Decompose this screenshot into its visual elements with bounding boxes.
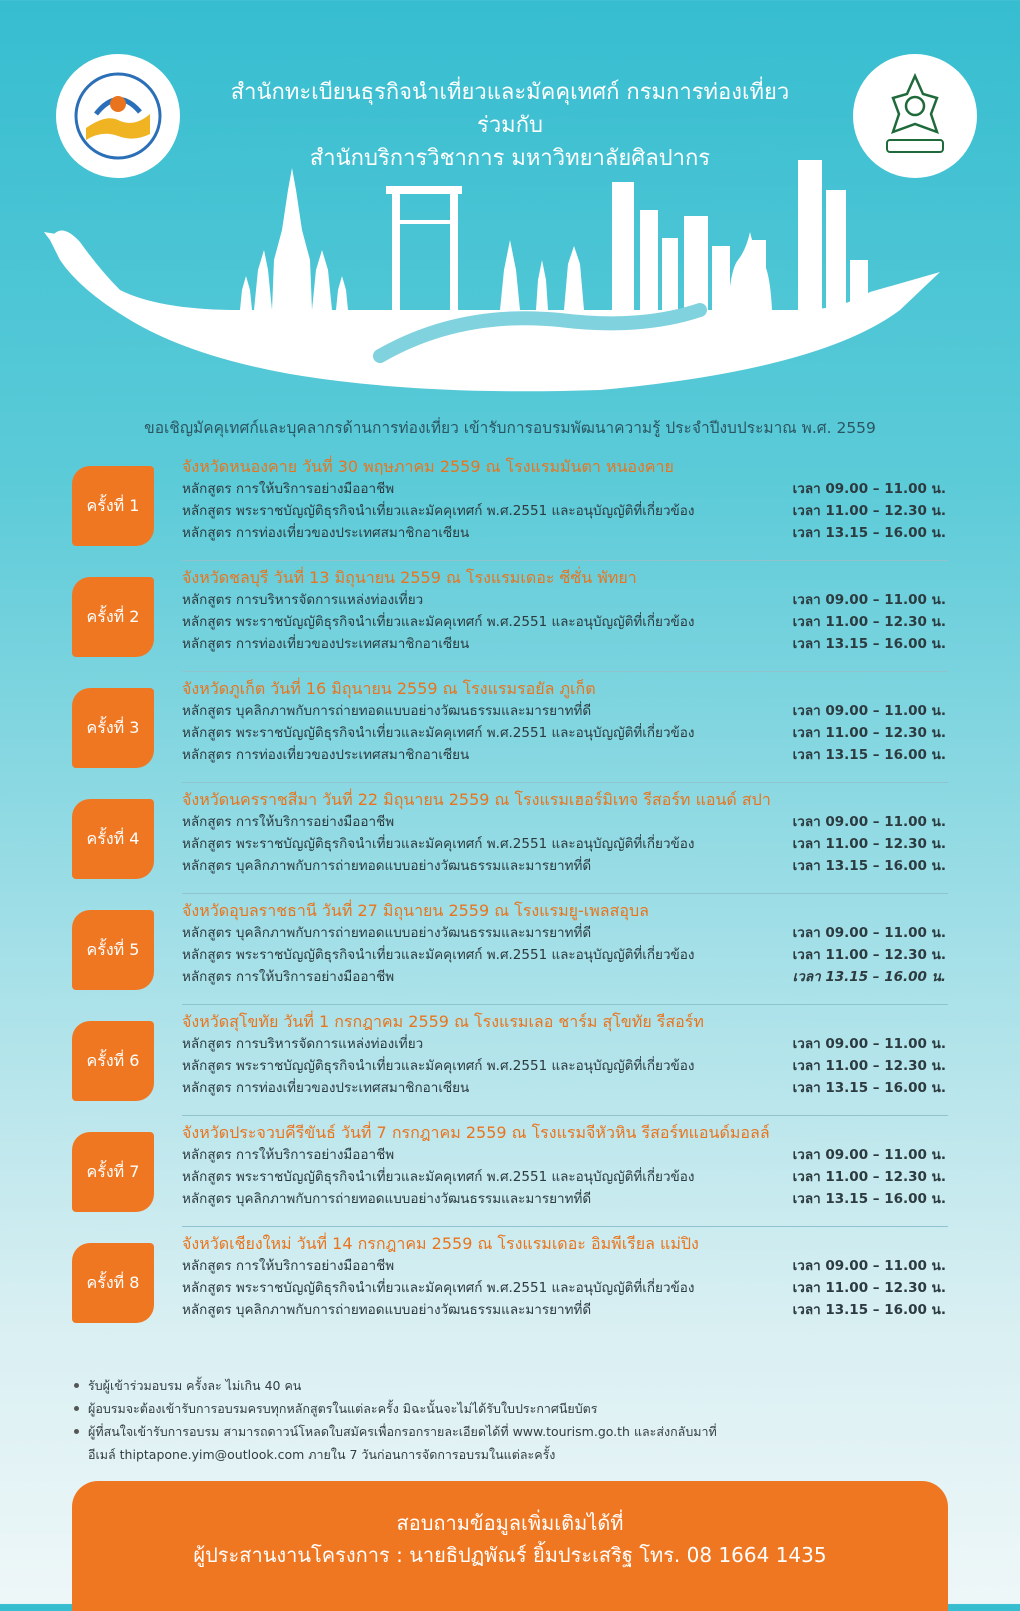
course-name: หลักสูตร พระราชบัญญัติธุรกิจนำเที่ยวและมัคคุเทศก์ พ.ศ.2551 และอนุบัญญัติที่เกี่ยวข้อง <box>182 1169 695 1185</box>
course-name: หลักสูตร พระราชบัญญัติธุรกิจนำเที่ยวและมัคคุเทศก์ พ.ศ.2551 และอนุบัญญัติที่เกี่ยวข้อง <box>182 725 695 741</box>
session-divider <box>182 1115 948 1116</box>
course-name: หลักสูตร พระราชบัญญัติธุรกิจนำเที่ยวและมัคคุเทศก์ พ.ศ.2551 และอนุบัญญัติที่เกี่ยวข้อง <box>182 947 695 963</box>
course-name: หลักสูตร การท่องเที่ยวของประเทศสมาชิกอาเซียน <box>182 747 470 763</box>
session-divider <box>182 1004 948 1005</box>
course-name: หลักสูตร การให้บริการอย่างมืออาชีพ <box>182 481 395 497</box>
course-time: เวลา 09.00 – 11.00 น. <box>792 481 946 497</box>
course-time: เวลา 11.00 – 12.30 น. <box>792 1058 946 1074</box>
session-heading: จังหวัดภูเก็ต วันที่ 16 มิถุนายน 2559 ณ โรงแรมรอยัล ภูเก็ต <box>182 679 596 698</box>
session-divider <box>182 893 948 894</box>
course-name: หลักสูตร พระราชบัญญัติธุรกิจนำเที่ยวและมัคคุเทศก์ พ.ศ.2551 และอนุบัญญัติที่เกี่ยวข้อง <box>182 503 695 519</box>
course-name: หลักสูตร การให้บริการอย่างมืออาชีพ <box>182 1147 395 1163</box>
session-5 <box>0 900 1020 1011</box>
session-divider <box>182 1226 948 1227</box>
session-badge: ครั้งที่ 5 <box>72 910 154 990</box>
course-time: เวลา 09.00 – 11.00 น. <box>792 1258 946 1274</box>
header-title-line-2: ร่วมกับ <box>477 113 543 138</box>
session-badge: ครั้งที่ 7 <box>72 1132 154 1212</box>
session-divider <box>182 671 948 672</box>
course-name: หลักสูตร พระราชบัญญัติธุรกิจนำเที่ยวและมัคคุเทศก์ พ.ศ.2551 และอนุบัญญัติที่เกี่ยวข้อง <box>182 836 695 852</box>
session-6 <box>0 1011 1020 1122</box>
session-badge: ครั้งที่ 4 <box>72 799 154 879</box>
session-heading: จังหวัดประจวบคีรีขันธ์ วันที่ 7 กรกฎาคม 2559 ณ โรงแรมจีหัวหิน รีสอร์ทแอนด์มอลล์ <box>182 1123 770 1142</box>
session-badge: ครั้งที่ 2 <box>72 577 154 657</box>
session-heading: จังหวัดสุโขทัย วันที่ 1 กรกฎาคม 2559 ณ โรงแรมเลอ ชาร์ม สุโขทัย รีสอร์ท <box>182 1012 704 1031</box>
course-time: เวลา 11.00 – 12.30 น. <box>792 1280 946 1296</box>
course-time: เวลา 13.15 – 16.00 น. <box>792 1080 946 1096</box>
course-time: เวลา 09.00 – 11.00 น. <box>792 925 946 941</box>
course-name: หลักสูตร การให้บริการอย่างมืออาชีพ <box>182 814 395 830</box>
session-badge: ครั้งที่ 1 <box>72 466 154 546</box>
course-time: เวลา 11.00 – 12.30 น. <box>792 503 946 519</box>
session-4 <box>0 789 1020 900</box>
header-title-line-1: สำนักทะเบียนธุรกิจนำเที่ยวและมัคคุเทศก์ กรมการท่องเที่ยว <box>230 80 790 105</box>
course-name: หลักสูตร การให้บริการอย่างมืออาชีพ <box>182 969 395 985</box>
session-divider <box>182 560 948 561</box>
course-time: เวลา 09.00 – 11.00 น. <box>792 1147 946 1163</box>
course-name: หลักสูตร พระราชบัญญัติธุรกิจนำเที่ยวและมัคคุเทศก์ พ.ศ.2551 และอนุบัญญัติที่เกี่ยวข้อง <box>182 614 695 630</box>
course-time: เวลา 13.15 – 16.00 น. <box>792 636 946 652</box>
course-time: เวลา 09.00 – 11.00 น. <box>792 1036 946 1052</box>
course-name: หลักสูตร บุคลิกภาพกับการถ่ายทอดแบบอย่างวัฒนธรรมและมารยาทที่ดี <box>182 1191 592 1207</box>
course-name: หลักสูตร พระราชบัญญัติธุรกิจนำเที่ยวและมัคคุเทศก์ พ.ศ.2551 และอนุบัญญัติที่เกี่ยวข้อง <box>182 1280 695 1296</box>
bangkok-skyline-illustration <box>40 160 980 400</box>
header-title-line-3: สำนักบริการวิชาการ มหาวิทยาลัยศิลปากร <box>309 146 711 171</box>
contact-heading: สอบถามข้อมูลเพิ่มเติมได้ที่ <box>396 1511 624 1535</box>
session-8 <box>0 1233 1020 1344</box>
contact-coordinator: ผู้ประสานงานโครงการ : นายธิปฏพัณร์ ยิ้มประเสริฐ โทร. 08 1664 1435 <box>193 1543 827 1567</box>
session-heading: จังหวัดหนองคาย วันที่ 30 พฤษภาคม 2559 ณ โรงแรมมันตา หนองคาย <box>182 457 674 476</box>
course-name: หลักสูตร บุคลิกภาพกับการถ่ายทอดแบบอย่างวัฒนธรรมและมารยาทที่ดี <box>182 1302 592 1318</box>
session-1 <box>0 456 1020 567</box>
course-name: หลักสูตร บุคลิกภาพกับการถ่ายทอดแบบอย่างวัฒนธรรมและมารยาทที่ดี <box>182 925 592 941</box>
course-name: หลักสูตร พระราชบัญญัติธุรกิจนำเที่ยวและมัคคุเทศก์ พ.ศ.2551 และอนุบัญญัติที่เกี่ยวข้อง <box>182 1058 695 1074</box>
intro-text: ขอเชิญมัคคุเทศก์และบุคลากรด้านการท่องเที่ยว เข้ารับการอบรมพัฒนาความรู้ ประจำปีงบประมาณ พ.ศ. 2559 <box>144 419 876 437</box>
session-heading: จังหวัดนครราชสีมา วันที่ 22 มิถุนายน 2559 ณ โรงแรมเฮอร์มิเทจ รีสอร์ท แอนด์ สปา <box>182 790 771 809</box>
note-item: รับผู้เข้าร่วมอบรม ครั้งละ ไม่เกิน 40 คน <box>74 1374 717 1397</box>
session-badge: ครั้งที่ 3 <box>72 688 154 768</box>
course-time: เวลา 13.15 – 16.00 น. <box>792 1302 946 1318</box>
session-2 <box>0 567 1020 678</box>
course-time: เวลา 09.00 – 11.00 น. <box>792 703 946 719</box>
course-time: เวลา 11.00 – 12.30 น. <box>792 725 946 741</box>
course-name: หลักสูตร การบริหารจัดการแหล่งท่องเที่ยว <box>182 592 424 608</box>
session-heading: จังหวัดอุบลราชธานี วันที่ 27 มิถุนายน 2559 ณ โรงแรมยู-เพลสอุบล <box>182 901 649 920</box>
course-name: หลักสูตร การให้บริการอย่างมืออาชีพ <box>182 1258 395 1274</box>
course-name: หลักสูตร การท่องเที่ยวของประเทศสมาชิกอาเซียน <box>182 636 470 652</box>
note-item-continued: อีเมล์ thiptapone.yim@outlook.com ภายใน 7 วันก่อนการจัดการอบรมในแต่ละครั้ง <box>88 1447 556 1462</box>
course-time: เวลา 09.00 – 11.00 น. <box>792 592 946 608</box>
note-item: ผู้อบรมจะต้องเข้ารับการอบรมครบทุกหลักสูตรในแต่ละครั้ง มิฉะนั้นจะไม่ได้รับใบประกาศนียบัตร <box>74 1397 717 1420</box>
course-time: เวลา 11.00 – 12.30 น. <box>792 947 946 963</box>
session-divider <box>182 782 948 783</box>
course-time: เวลา 13.15 – 16.00 น. <box>792 525 946 541</box>
course-time: เวลา 11.00 – 12.30 น. <box>792 1169 946 1185</box>
session-heading: จังหวัดเชียงใหม่ วันที่ 14 กรกฎาคม 2559 ณ โรงแรมเดอะ อิมพีเรียล แม่ปิง <box>182 1234 699 1253</box>
course-time: เวลา 09.00 – 11.00 น. <box>792 814 946 830</box>
course-time: เวลา 13.15 – 16.00 น. <box>792 858 946 874</box>
course-time: เวลา 11.00 – 12.30 น. <box>792 614 946 630</box>
course-time: เวลา 13.15 – 16.00 น. <box>792 747 946 763</box>
session-7 <box>0 1122 1020 1233</box>
course-name: หลักสูตร บุคลิกภาพกับการถ่ายทอดแบบอย่างวัฒนธรรมและมารยาทที่ดี <box>182 703 592 719</box>
course-time: เวลา 11.00 – 12.30 น. <box>792 836 946 852</box>
session-badge: ครั้งที่ 8 <box>72 1243 154 1323</box>
note-item: ผู้ที่สนใจเข้ารับการอบรม สามารถดาวน์โหลดใบสมัครเพื่อกรอกรายละเอียดได้ที่ www.tourism.go.th และส่งกลับมาที่ <box>74 1420 717 1443</box>
course-name: หลักสูตร บุคลิกภาพกับการถ่ายทอดแบบอย่างวัฒนธรรมและมารยาทที่ดี <box>182 858 592 874</box>
session-3 <box>0 678 1020 789</box>
notes-list <box>74 1374 717 1466</box>
course-time: เวลา 13.15 – 16.00 น. <box>792 969 946 985</box>
course-time: เวลา 13.15 – 16.00 น. <box>792 1191 946 1207</box>
course-name: หลักสูตร การท่องเที่ยวของประเทศสมาชิกอาเซียน <box>182 1080 470 1096</box>
session-badge: ครั้งที่ 6 <box>72 1021 154 1101</box>
course-name: หลักสูตร การบริหารจัดการแหล่งท่องเที่ยว <box>182 1036 424 1052</box>
session-heading: จังหวัดชลบุรี วันที่ 13 มิถุนายน 2559 ณ โรงแรมเดอะ ซีซั่น พัทยา <box>182 568 637 587</box>
contact-banner <box>72 1481 948 1611</box>
course-name: หลักสูตร การท่องเที่ยวของประเทศสมาชิกอาเซียน <box>182 525 470 541</box>
